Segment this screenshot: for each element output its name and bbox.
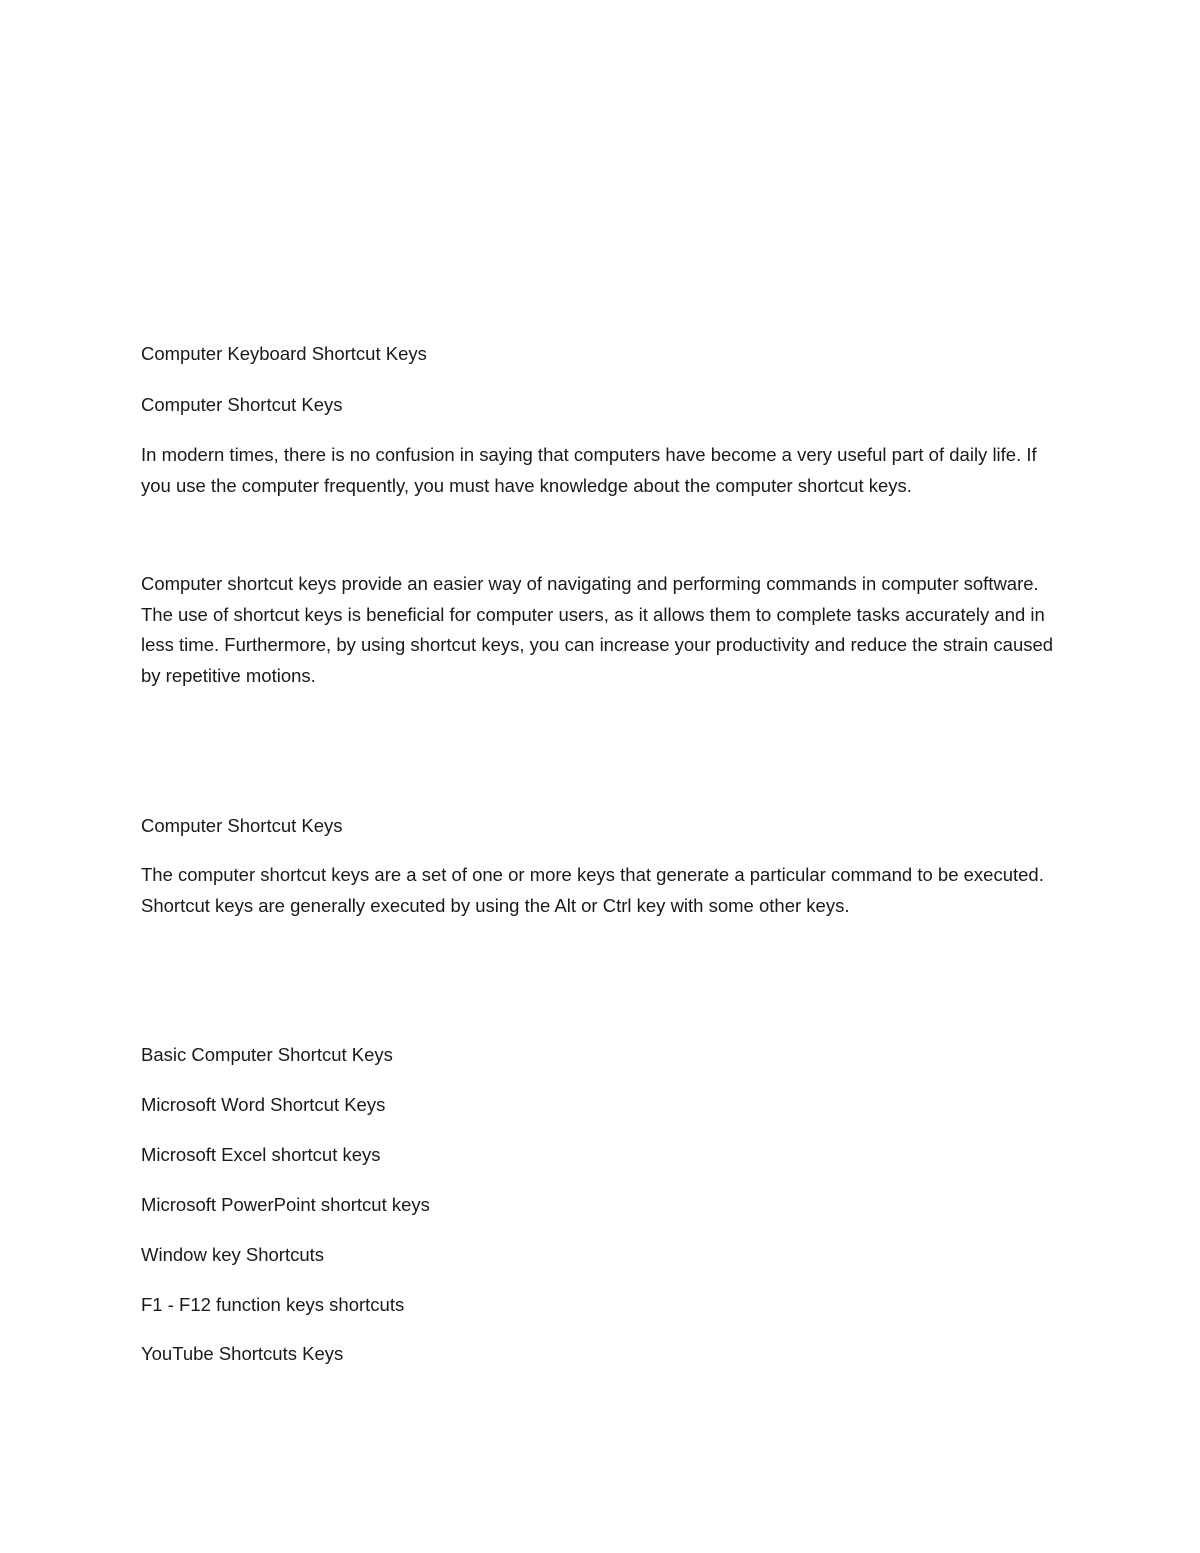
definition-paragraph: The computer shortcut keys are a set of one or more keys that generate a particular command to be executed. Shortcut keys are generally executed by using the Alt or Ctrl key with some other keys.: [141, 864, 1044, 916]
benefits-paragraph: Computer shortcut keys provide an easier way of navigating and performing commands in computer software. The use of shortcut keys is beneficial for computer users, as it allows them to complete tasks accurately and in less time. Furthermore, by using shortcut keys, you can increase your productivity and reduce the strain caused by repetitive motions.: [141, 573, 1054, 686]
topic-list-item: YouTube Shortcuts Keys: [141, 1343, 344, 1364]
document-subtitle: Computer Shortcut Keys: [141, 394, 343, 415]
topic-list-item: F1 - F12 function keys shortcuts: [141, 1294, 405, 1315]
topic-list-item: Microsoft Word Shortcut Keys: [141, 1094, 386, 1115]
intro-paragraph: In modern times, there is no confusion in saying that computers have become a very useful part of daily life. If you use the computer frequently, you must have knowledge about the computer shortcut keys.: [141, 444, 1037, 496]
topic-list-item: Microsoft Excel shortcut keys: [141, 1144, 381, 1165]
topic-list-item: Microsoft PowerPoint shortcut keys: [141, 1194, 430, 1215]
topic-list-item: Basic Computer Shortcut Keys: [141, 1044, 393, 1065]
section-heading: Computer Shortcut Keys: [141, 815, 343, 836]
topic-list-item: Window key Shortcuts: [141, 1244, 325, 1265]
document-title: Computer Keyboard Shortcut Keys: [141, 343, 427, 364]
